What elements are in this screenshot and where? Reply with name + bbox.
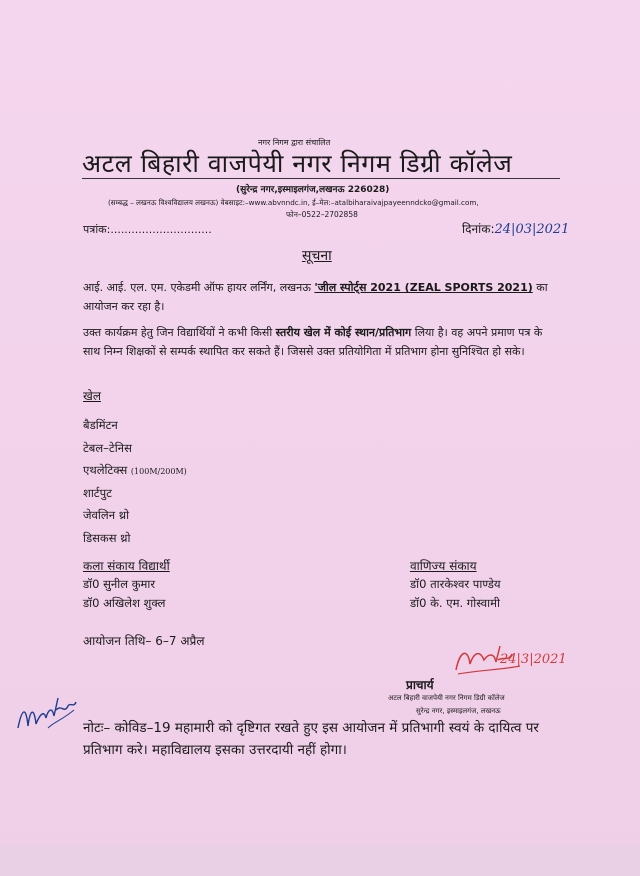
date-field	[462, 220, 569, 237]
event-name: 'जील स्पोर्ट्स 2021 (ZEAL SPORTS 2021)	[314, 281, 533, 294]
sports-heading: खेल	[83, 389, 101, 403]
commerce-faculty-member: डॉ0 के. एम. गोस्वामी	[410, 596, 500, 610]
principal-title: प्राचार्य	[406, 678, 434, 692]
covid-note: नोटः– कोविड–19 महामारी को दृष्टिगत रखते हुए इस आयोजन में प्रतिभागी स्वयं के दायित्व पर प्रतिभाग करे। महाविद्यालय इसका उत्तरदायी नहीं होगा।	[83, 720, 539, 758]
athletics-distance: (100M/200M)	[130, 467, 187, 476]
managed-by-text: नगर निगम द्वारा संचालित	[258, 138, 331, 147]
margin-initials-handwriting	[14, 688, 84, 738]
para2-bold: स्तरीय खेल में कोई स्थान/प्रतिभाग	[275, 326, 412, 339]
notice-title: सूचना	[302, 248, 332, 264]
college-name: अटल बिहारी वाजपेयी नगर निगम डिग्री कॉलेज	[82, 149, 513, 178]
sport-item: डिसकस थ्रो	[83, 531, 131, 545]
commerce-faculty-heading: वाणिज्य संकाय	[410, 559, 477, 573]
para2-end: लिया है। वह अपने प्रमाण पत्र के साथ निम्न शिक्षकों से सम्पर्क स्थापित कर सकते हैं। जिससे उक्त प्रतियोगिता में प्रतिभाग होना सुनिश्चित हो सके।	[83, 326, 543, 358]
arts-faculty-member: डॉ0 सुनील कुमार	[83, 577, 156, 591]
sport-item: जेवलिन थ्रो	[83, 508, 130, 522]
para1-text: आई. आई. एल. एम. एकेडमी ऑफ हायर लर्निंग, लखनऊ	[83, 281, 315, 294]
commerce-faculty-member: डॉ0 तारकेश्वर पाण्डेय	[410, 577, 501, 591]
college-address: (सुरेन्द्र नगर,इस्माइलगंज,लखनऊ 226028)	[236, 185, 390, 195]
arts-faculty-heading: कला संकाय विद्यार्थी	[83, 559, 170, 573]
title-underline	[82, 178, 560, 179]
phone-number: फोन–0522–2702858	[286, 210, 358, 219]
para1-end: का आयोजन कर रहा है।	[83, 281, 548, 313]
date-label: दिनांक:	[462, 222, 495, 236]
notice-paragraph-2	[83, 323, 553, 361]
sport-item-label: एथलेटिक्स	[83, 463, 128, 477]
event-date: आयोजन तिथि– 6–7 अप्रैल	[83, 634, 205, 648]
sport-item: शार्टपुट	[83, 486, 112, 500]
reference-number: पत्रांक:.............................	[83, 223, 212, 236]
principal-signature-block	[380, 640, 590, 720]
affiliation-contact: (सम्बद्ध – लखनऊ विश्वविद्यालय लखनऊ) वेबसाइट:–www.abvnndc.in, ई–मेल:–atalbiharaivajpayeenndcko@gmail.com,	[108, 198, 479, 207]
para2-start: उक्त कार्यक्रम हेतु जिन विद्यार्थियों ने कभी किसी	[83, 326, 276, 339]
date-value-handwritten: 24|03|2021	[494, 222, 570, 237]
signature-date-handwritten: 24|3|2021	[500, 652, 567, 667]
sport-item: टेबल–टेनिस	[83, 441, 132, 455]
principal-seal-college: अटल बिहारी वाजपेयी नगर निगम डिग्री कॉलेज	[388, 694, 505, 702]
scan-bottom-band	[0, 846, 640, 876]
notice-paragraph-1	[83, 278, 553, 316]
arts-faculty-member: डॉ0 अखिलेश शुक्ल	[83, 596, 166, 610]
sport-item-athletics	[83, 463, 187, 478]
sport-item: बैडमिंटन	[83, 418, 118, 432]
principal-seal-address: सुरेन्द्र नगर, इस्माइलगंज, लखनऊ	[416, 707, 501, 715]
